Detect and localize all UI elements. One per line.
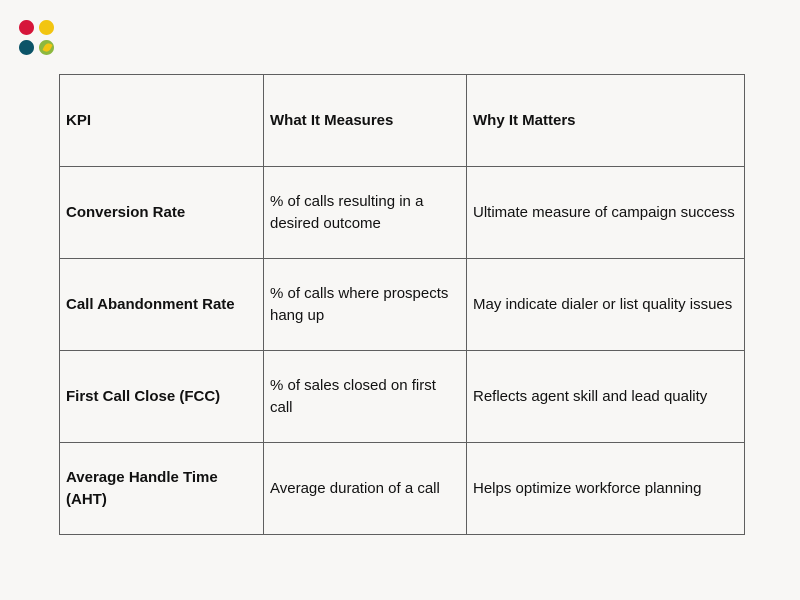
table-row <box>60 351 745 443</box>
kpi-name-cell: Conversion Rate <box>60 167 264 259</box>
logo-dot-red <box>19 20 34 35</box>
table-row <box>60 443 745 535</box>
matters-cell: Ultimate measure of campaign success <box>467 167 745 259</box>
header-kpi: KPI <box>60 75 264 167</box>
header-why-it-matters: Why It Matters <box>467 75 745 167</box>
matters-cell: May indicate dialer or list quality issues <box>467 259 745 351</box>
measures-cell: % of calls resulting in a desired outcome <box>264 167 467 259</box>
matters-cell: Helps optimize workforce planning <box>467 443 745 535</box>
measures-cell: % of calls where prospects hang up <box>264 259 467 351</box>
kpi-name-cell: Call Abandonment Rate <box>60 259 264 351</box>
measures-cell: Average duration of a call <box>264 443 467 535</box>
logo-dot-yellow <box>39 20 54 35</box>
measures-cell: % of sales closed on first call <box>264 351 467 443</box>
table-header-row <box>60 75 745 167</box>
kpi-table <box>59 74 745 535</box>
kpi-name-cell: First Call Close (FCC) <box>60 351 264 443</box>
logo-dot-teal <box>19 40 34 55</box>
table-row <box>60 259 745 351</box>
header-what-it-measures: What It Measures <box>264 75 467 167</box>
table-row <box>60 167 745 259</box>
kpi-name-cell: Average Handle Time (AHT) <box>60 443 264 535</box>
logo-dot-green-leaf <box>39 40 54 55</box>
matters-cell: Reflects agent skill and lead quality <box>467 351 745 443</box>
four-dot-logo-icon <box>19 20 55 56</box>
